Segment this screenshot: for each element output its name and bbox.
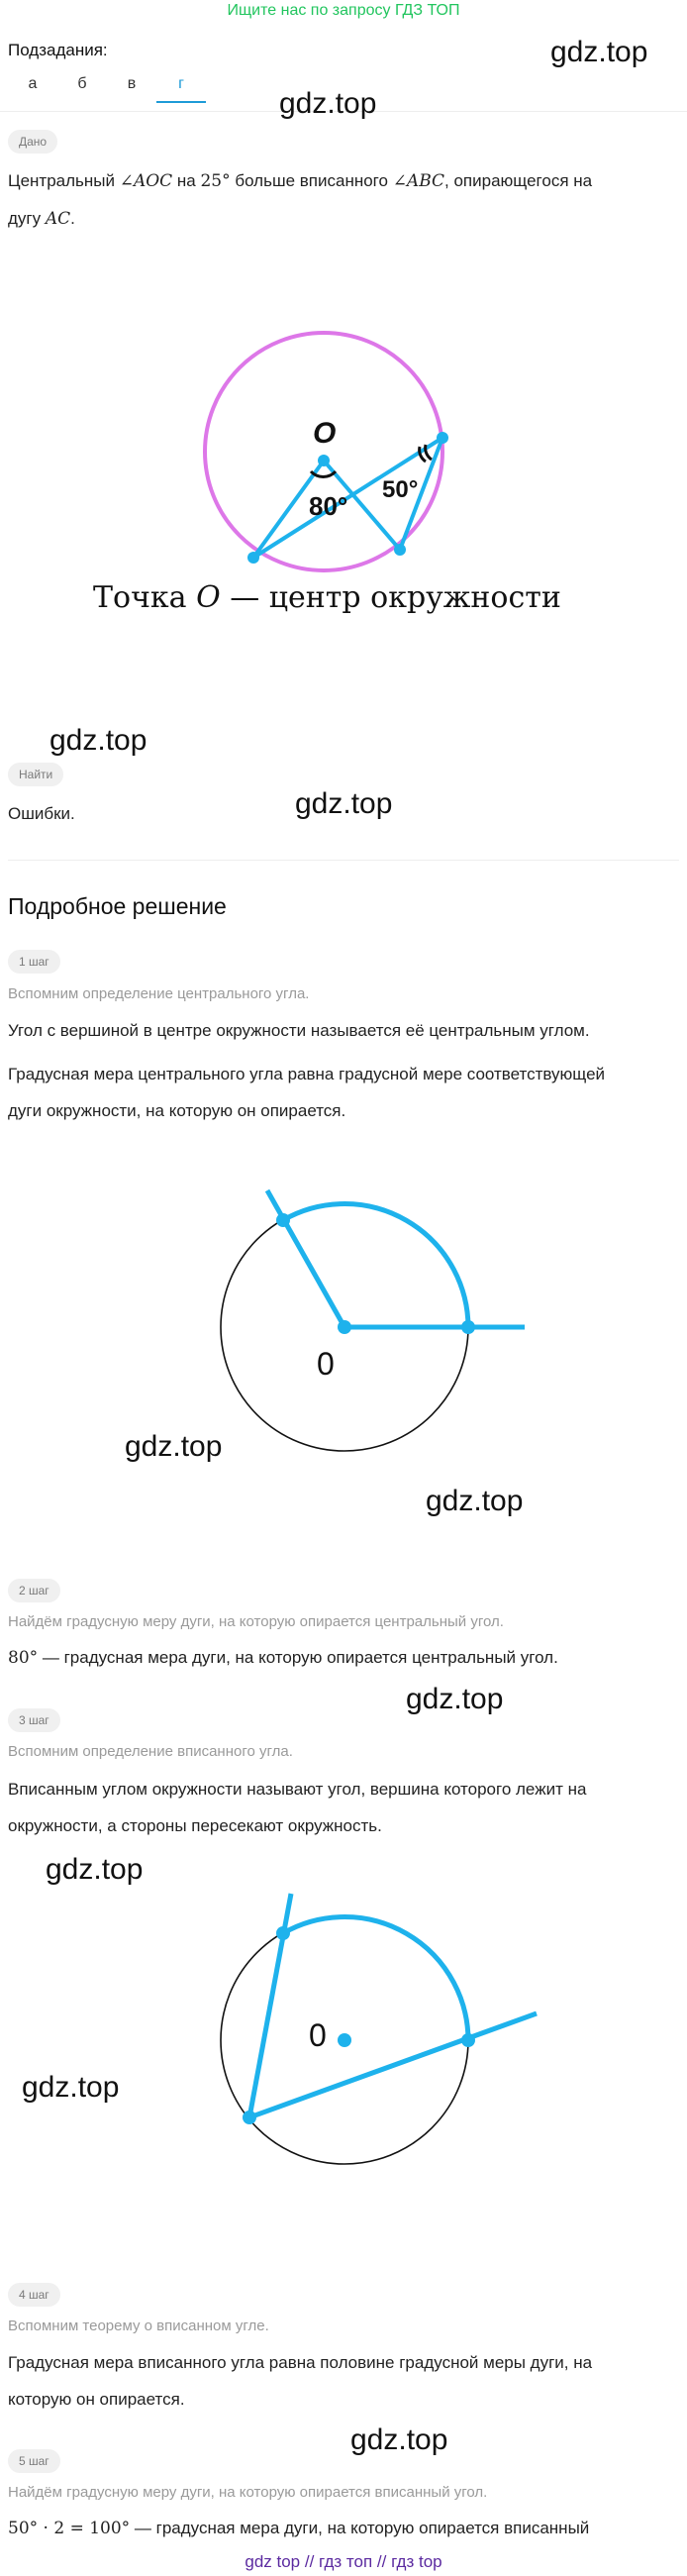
given-pill: Дано [8,130,57,154]
watermark: gdz.top [295,787,393,820]
watermark: gdz.top [46,1853,144,1886]
point [437,432,448,444]
step-4-line1: Градусная мера вписанного угла равна половине градусной меры дуги, на [8,2353,593,2372]
step-2-muted: Найдём градусную меру дуги, на которую опирается центральный угол. [8,1613,504,1630]
step-3-pill: 3 шаг [8,1708,60,1732]
subtask-tabs [8,69,206,103]
step-3-line2: окружности, а стороны пересекают окружность. [8,1816,382,1835]
subtasks-label: Подзадания: [8,41,108,59]
step-5-muted: Найдём градусную меру дуги, на которую опирается вписанный угол. [8,2484,488,2501]
top-banner[interactable]: Ищите нас по запросу ГДЗ ТОП [227,2,460,19]
angle-aoc: ∠AOC [119,171,173,191]
point [318,455,330,466]
step-1-pill: 1 шаг [8,950,60,974]
watermark: gdz.top [22,2071,120,2104]
tab-b[interactable]: б [77,75,87,92]
step-4-muted: Вспомним теорему о вписанном угле. [8,2318,269,2334]
label-o: 0 [317,1346,335,1382]
divider [8,860,679,861]
point [276,1926,290,1940]
point [338,2033,351,2047]
step-3-line1: Вписанным углом окружности называют угол, вершина которого лежит на [8,1780,587,1799]
watermark: gdz.top [49,724,147,757]
watermark: gdz.top [350,2423,448,2456]
step-4-pill: 4 шаг [8,2283,60,2307]
point [461,1320,475,1334]
footer-link[interactable]: gdz top [245,2552,301,2571]
step-2-pill: 2 шаг [8,1579,60,1602]
solution-title: Подробное решение [8,893,227,919]
point [243,2111,256,2124]
find-pill: Найти [8,763,63,786]
label-o: 0 [309,2017,327,2053]
watermark: gdz.top [279,87,377,120]
given-figure [79,327,614,624]
ray [249,2013,537,2117]
point [247,552,259,564]
angle-abc: ∠ABC [392,171,445,191]
step-1-line1: Угол с вершиной в центре окружности называется её центральным углом. [8,1021,590,1040]
step-1-line3: дуги окружности, на которую он опирается. [8,1101,346,1120]
step-5-text: 50° · 2 = 100° — градусная мера дуги, на которую опирается вписанный [8,2519,590,2538]
label-50: 50° [382,476,419,503]
step-3-muted: Вспомним определение вписанного угла. [8,1743,293,1760]
label-80: 80° [309,491,348,521]
step-5-pill: 5 шаг [8,2449,60,2473]
central-angle-figure [198,1169,554,1466]
footer-links [0,2552,687,2572]
point [394,544,406,556]
footer-link[interactable]: гдз top [391,2552,442,2571]
tab-g[interactable]: г [156,69,206,103]
find-text: Ошибки. [8,804,75,823]
point [338,1320,351,1334]
step-2-text: 80° — градусная мера дуги, на которую опирается центральный угол. [8,1648,558,1668]
inscribed-angle-figure [198,1882,554,2169]
step-1-line2: Градусная мера центрального угла равна градусной мере соответствующей [8,1065,606,1083]
footer-link[interactable]: гдз топ [319,2552,373,2571]
watermark: gdz.top [125,1430,223,1463]
watermark: gdz.top [406,1683,504,1715]
footer-separator: // [304,2552,315,2571]
watermark: gdz.top [550,36,648,68]
step-4-line2: которую он опирается. [8,2390,185,2409]
footer-separator: // [376,2552,387,2571]
point [461,2033,475,2047]
point [276,1213,290,1227]
watermark: gdz.top [426,1485,524,1517]
figure-caption: Точка O — центр окружности [93,580,561,615]
label-o: O [313,417,337,450]
given-text: Центральный ∠AOC на 25° больше вписанного ∠ABC, опирающегося на дугу AC. [8,171,593,229]
step-1-muted: Вспомним определение центрального угла. [8,985,310,1002]
tab-v[interactable]: в [127,75,137,92]
tab-a[interactable]: а [28,75,38,92]
